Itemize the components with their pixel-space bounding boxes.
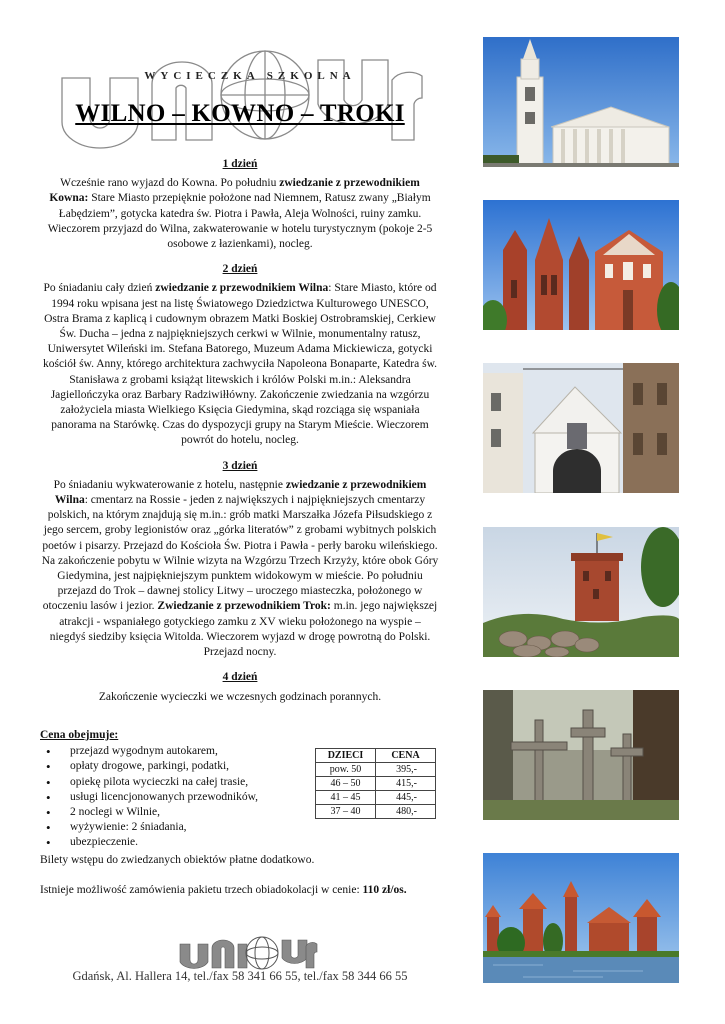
cell-price: 445,-: [376, 791, 436, 805]
day-heading: 1 dzień: [222, 158, 258, 170]
photo-trakai-castle: [483, 853, 679, 983]
list-item: • ubezpieczenie.: [46, 835, 450, 850]
day-heading: 4 dzień: [222, 671, 258, 684]
text-run: m.in. jego największej atrakcji - wspaniałego gotyckiego zamku z XV wieku położonego na wyspie – niegdyś siedziby księcia Witolda. Wieczorem wyjazd w drogę powrotną do Polski. Przejazd nocny.: [49, 600, 438, 659]
photo-st-anne-church: [483, 200, 679, 330]
list-item: • opiekę pilota wycieczki na całej trasie,: [46, 775, 450, 790]
day-section: [40, 157, 440, 252]
table-row: [316, 791, 436, 805]
list-item: • opłaty drogowe, parkingi, podatki,: [46, 759, 450, 774]
tickets-note: Bilety wstępu do zwiedzanych obiektów płatne dodatkowo.: [40, 854, 315, 866]
notes-section: [40, 853, 460, 913]
bold-run: zwiedzanie z przewodnikiem Kowna:: [49, 177, 420, 205]
page-title: WILNO – KOWNO – TROKI: [75, 100, 405, 127]
photo-vilnius-cathedral: [483, 37, 679, 167]
unitur-logo: [178, 934, 318, 972]
text-run: : Stare Miasto, które od 1994 roku wpisana jest na listę Światowego Dziedzictwa Kulturowego UNESCO, Ostra Brama z kaplicą i cudownym obrazem Matki Boskiej Ostrobramskiej, Cerkiew Św. Ducha – jedna z najpiękniejszych cerkwi w Wilnie, monumentalny ratusz, Uniwersytet Wileński im. Stefana Batorego, Muzeum Adama Mickiewicza, gotycki kościół św. Anny, którego architektura zachwyciła Napoleona Bonaparte, Katedra św. Stanisława z grobami książąt litewskich i królów Polski m.in.: Aleksandra Jagiellończyka oraz Barbary Radziwiłłówny. Zakończenie zwiedzania na wzgórzu założyciela miasta Wielkiego Księcia Giedymina, skąd rozciąga się wspaniała panorama na Starówkę. Czas do dyspozycji grupy na Starym Mieście. Wieczorem powrót do hotelu, nocleg.: [42, 282, 438, 447]
bold-run: zwiedzanie z przewodnikiem Wilna: [155, 282, 329, 295]
day-section: [40, 670, 440, 704]
day-section: [40, 459, 440, 661]
dinner-price: 110 zł/os.: [362, 884, 407, 896]
list-item: • 2 noclegi w Wilnie,: [46, 805, 450, 820]
cell-children: pow. 50: [316, 763, 376, 777]
table-row: [316, 763, 436, 777]
price-heading: Cena obejmuje:: [40, 729, 119, 741]
day-description: [40, 176, 440, 252]
text-run: Wcześnie rano wyjazd do Kowna. Po południu: [60, 177, 280, 190]
list-item: • wyżywienie: 2 śniadania,: [46, 820, 450, 835]
photo-rasos-cemetery: [483, 690, 679, 820]
photo-gediminas-tower: [483, 527, 679, 657]
price-table: [315, 748, 436, 819]
dinner-note-text: Istnieje możliwość zamówienia pakietu trzech obiadokolacji w cenie:: [40, 884, 363, 896]
text-run: Stare Miasto przepięknie położone nad Niemnem, Ratusz zwany „Białym Łabędziem”, gotycka katedra św. Piotra i Pawła, Aleja Wolności, ruiny zamku. Wieczorem przyjazd do Wilna, zakwaterowanie w hotelu turystycznym (pokoje 2-5 osobowe z łazienkami), nocleg.: [47, 192, 433, 251]
photo-gate-of-dawn: [483, 363, 679, 493]
text-run: Po śniadaniu wykwaterowanie z hotelu, następnie: [53, 478, 286, 491]
day-description: [40, 690, 440, 705]
day-description: [40, 478, 440, 660]
bold-run: Zwiedzanie z przewodnikiem Trok:: [157, 600, 331, 613]
cell-price: 480,-: [376, 805, 436, 819]
day-heading: 3 dzień: [222, 459, 258, 472]
cell-price: 415,-: [376, 777, 436, 791]
itinerary: [40, 157, 440, 715]
list-item: • przejazd wygodnym autokarem,: [46, 744, 450, 759]
footer-address: Gdańsk, Al. Hallera 14, tel./fax 58 341 66 55, tel./fax 58 344 66 55: [72, 969, 408, 983]
table-row: [316, 777, 436, 791]
table-header-row: [316, 749, 436, 763]
table-row: [316, 805, 436, 819]
column-header-children: DZIECI: [316, 749, 376, 763]
text-run: Zakończenie wycieczki we wczesnych godzinach porannych.: [98, 690, 382, 703]
column-header-price: CENA: [376, 749, 436, 763]
unitur-logo-watermark: [60, 40, 425, 150]
cell-children: 41 – 45: [316, 791, 376, 805]
dinner-note: [40, 883, 460, 898]
text-run: : cmentarz na Rossie - jeden z największych i najpiękniejszych cmentarzy polskich, na którym znajdują się m.in.: grób matki Marszałka Józefa Piłsudskiego z jego sercem, groby legionistów oraz „górka literatów” z grobami wybitnych polskich poetów i pisarzy. Przejazd do Kościoła Św. Piotra i Pawła - perły baroku wileńskiego. Na zakończenie pobytu w Wilnie wizyta na Wzgórzu Trzech Krzyży, które obok Góry Giedymina, jest najpiękniejszym punktem widokowym w mieście. Po południu przejazd do Trok – dawnej stolicy Litwy – uroczego miasteczka, położonego w otoczeniu lasów i jezior.: [41, 494, 439, 613]
cell-price: 395,-: [376, 763, 436, 777]
cell-children: 37 – 40: [316, 805, 376, 819]
cell-children: 46 – 50: [316, 777, 376, 791]
day-description: [40, 281, 440, 448]
header-subtitle: WYCIECZKA SZKOLNA: [144, 70, 356, 82]
list-item: • usługi licencjonowanych przewodników,: [46, 790, 450, 805]
text-run: Po śniadaniu cały dzień: [43, 282, 156, 295]
day-heading: 2 dzień: [222, 263, 258, 276]
bold-run: zwiedzanie z przewodnikiem Wilna: [54, 478, 427, 507]
day-section: [40, 262, 440, 448]
